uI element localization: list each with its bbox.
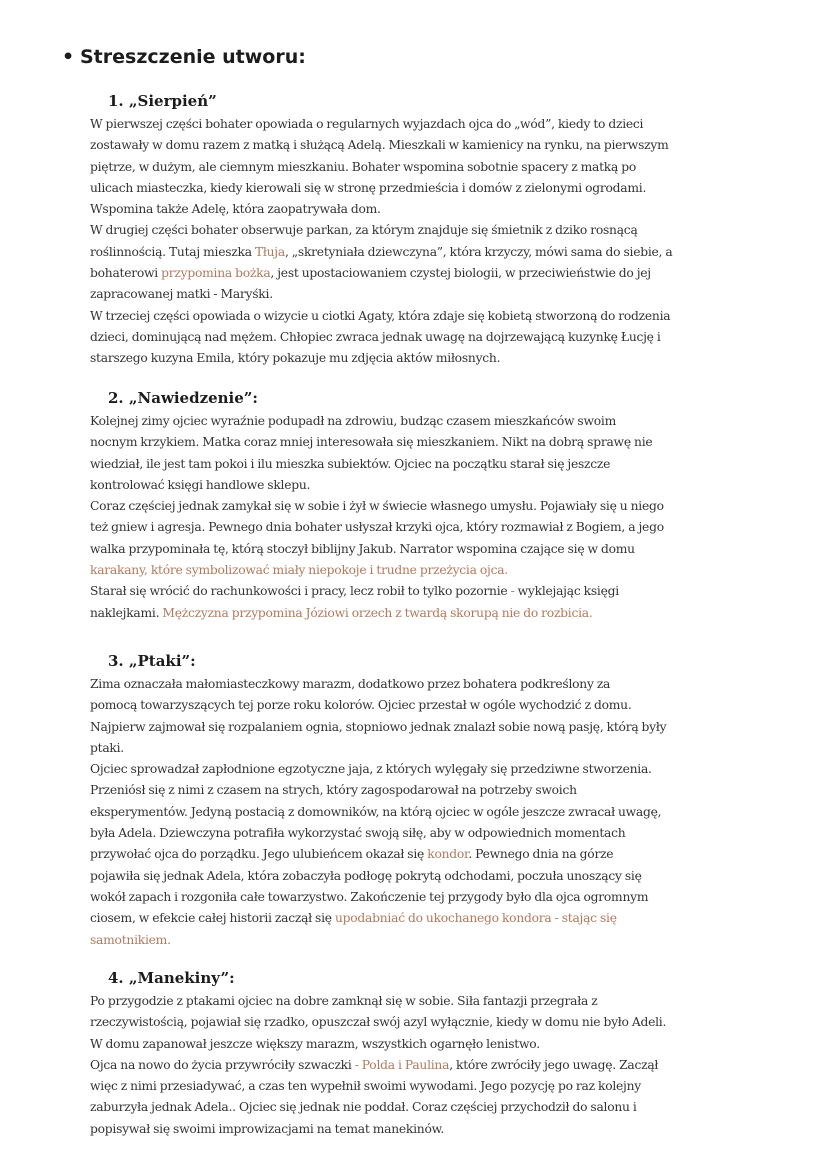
text-segment: W trzeciej części opowiada o wizycie u ciotki Agaty, która zdaje się kobietą stworzoną do rodzenia [90, 308, 671, 323]
section-paragraph [90, 991, 710, 1140]
text-segment: , jest upostaciowaniem czystej biologii, w przeciwieństwie do jej [270, 266, 651, 281]
text-line [90, 242, 710, 263]
highlighted-text: - Polda i Paulina [354, 1057, 450, 1072]
text-segment: Wspomina także Adelę, która zaopatrywała dom. [90, 202, 381, 217]
highlighted-text: upodabniać do ukochanego kondora - stając się [334, 911, 617, 926]
text-segment: Ojciec sprowadzał zapłodnione egzotyczne jaja, z których wylęgały się przedziwne stworzenia. [90, 762, 652, 777]
main-heading [62, 46, 306, 68]
text-segment: bohaterowi [90, 266, 162, 281]
text-line [90, 1055, 710, 1076]
text-line [90, 1119, 710, 1140]
highlighted-text: samotnikiem. [90, 932, 171, 947]
main-heading-text: Streszczenie utworu: [80, 46, 306, 68]
text-line [90, 306, 710, 327]
text-line [90, 759, 710, 780]
section-title: 2. „Nawiedzenie”: [108, 389, 258, 407]
bullet-icon: • [62, 46, 75, 68]
text-line [90, 411, 710, 432]
text-segment: dzieci, dominującą nad mężem. Chłopiec zwraca jednak uwagę na dojrzewającą kuzynkę Łucję i [90, 329, 661, 344]
text-line [90, 496, 710, 517]
text-segment: ulicach miasteczka, kiedy kierowali się w stronę przedmieścia i domów z zielonymi ogrodami. [90, 180, 647, 195]
text-segment: wiedział, ile jest tam pokoi i ilu mieszka subiektów. Ojciec na początku starał się jeszcze [90, 456, 611, 471]
text-segment: naklejkami. [90, 605, 163, 620]
text-segment: Po przygodzie z ptakami ojciec na dobre zamknął się w sobie. Siła fantazji przegrała z [90, 994, 598, 1008]
text-line [90, 178, 710, 199]
text-line [90, 802, 710, 823]
text-line [90, 157, 710, 178]
section-title: 1. „Sierpień” [108, 92, 217, 110]
section-sierpien [90, 88, 710, 370]
text-segment: , które zwróciły jego uwagę. Zaczął [449, 1057, 659, 1072]
text-line [90, 695, 710, 716]
text-segment: Najpierw zajmował się rozpalaniem ognia, stopniowo jednak znalazł sobie nową pasję, którą były [90, 719, 667, 734]
text-line [90, 454, 710, 475]
text-segment: piętrze, w dużym, ale ciemnym mieszkaniu. Bohater wspomina sobotnie spacery z matką po [90, 159, 637, 174]
highlighted-text: - [510, 584, 515, 599]
text-segment: kontrolować księgi handlowe sklepu. [90, 477, 311, 492]
section-manekiny [90, 965, 710, 1140]
text-line [90, 560, 710, 581]
text-line [90, 930, 710, 951]
text-line [90, 1012, 710, 1033]
text-line [90, 1034, 710, 1055]
text-line [90, 991, 710, 1012]
highlighted-text: Mężczyzna przypomina Józiowi orzech z twardą skorupą nie do rozbicia. [162, 605, 593, 620]
text-line [90, 908, 710, 929]
text-line [90, 1097, 710, 1118]
text-line [90, 517, 710, 538]
text-segment: popisywał się swoimi improwizacjami na temat manekinów. [90, 1121, 445, 1136]
text-line [90, 135, 710, 156]
text-segment: wyklejając księgi [514, 584, 619, 599]
text-line [90, 263, 710, 284]
text-segment: wokół zapach i rozgoniła całe towarzystwo. Zakończenie tej przygody było dla ojca ogromnym [90, 889, 649, 904]
section-ptaki [90, 648, 710, 951]
text-segment: Starał się wrócić do rachunkowości i pracy, lecz robił to tylko pozornie [90, 584, 511, 599]
text-line [90, 674, 710, 695]
text-line [90, 432, 710, 453]
text-line [90, 199, 710, 220]
text-segment: roślinnością. Tutaj mieszka [90, 244, 255, 259]
text-segment: starszego kuzyna Emila, który pokazuje mu zdjęcia aktów miłosnych. [90, 351, 501, 366]
text-line [90, 887, 710, 908]
text-segment: ciosem, w efekcie całej historii zaczął się [90, 911, 335, 926]
text-segment: . Pewnego dnia na górze [468, 847, 614, 862]
highlighted-text: kondor [427, 847, 469, 862]
section-paragraph [90, 114, 710, 370]
text-segment: pojawiła się jednak Adela, która zobaczyła podłogę pokrytą odchodami, poczuła unoszący się [90, 868, 642, 883]
text-segment: przywołać ojca do porządku. Jego ulubieńcem okazał się [90, 847, 428, 862]
text-segment: Zima oznaczała małomiasteczkowy marazm, dodatkowo przez bohatera podkreślony za [90, 677, 611, 691]
text-line [90, 327, 710, 348]
text-line [90, 581, 710, 602]
text-segment: rzeczywistością, pojawiał się rzadko, opuszczał swój azyl wyłącznie, kiedy w domu nie było Adeli. [90, 1015, 667, 1030]
text-segment: więc z nimi przesiadywać, a czas ten wypełnił swoimi wywodami. Jego pozycję po raz kolejny [90, 1079, 641, 1094]
text-segment: też gniew i agresja. Pewnego dnia bohater usłyszał krzyki ojca, który rozmawiał z Bogiem, a jego [90, 520, 664, 535]
text-line [90, 475, 710, 496]
text-segment: zaburzyła jednak Adela.. Ojciec się jednak nie poddał. Coraz częściej przychodził do salonu i [90, 1100, 637, 1115]
text-segment: ptaki. [90, 740, 124, 755]
text-segment: nocnym krzykiem. Matka coraz mniej interesowała się mieszkaniem. Nikt na dobrą sprawę nie [90, 435, 653, 450]
text-line [90, 738, 710, 759]
text-line [90, 603, 710, 624]
text-line [90, 220, 710, 241]
text-line [90, 866, 710, 887]
section-nawiedzenie [90, 385, 710, 624]
text-line [90, 348, 710, 369]
text-line [90, 1076, 710, 1097]
text-segment: Przeniósł się z nimi z czasem na strych, który zagospodarował na potrzeby swoich [90, 783, 577, 798]
section-paragraph [90, 674, 710, 951]
section-paragraph [90, 411, 710, 624]
text-segment: zapracowanej matki - Maryśki. [90, 287, 273, 302]
text-line [90, 284, 710, 305]
text-segment: Kolejnej zimy ojciec wyraźnie podupadł na zdrowiu, budząc czasem mieszkańców swoim [90, 414, 617, 428]
text-segment: Ojca na nowo do życia przywróciły szwaczki [90, 1057, 355, 1072]
highlighted-text: Tłuja [254, 244, 285, 259]
text-line [90, 539, 710, 560]
text-segment: W pierwszej części bohater opowiada o regularnych wyjazdach ojca do „wód”, kiedy to dzieci [90, 117, 644, 131]
section-title: 3. „Ptaki”: [108, 652, 196, 670]
text-segment: zostawały w domu razem z matką i służącą Adelą. Mieszkali w kamienicy na rynku, na pierwszym [90, 138, 669, 153]
text-line [90, 844, 710, 865]
text-line [90, 717, 710, 738]
text-segment: była Adela. Dziewczyna potrafiła wykorzystać swoją siłę, aby w odpowiednich momentach [90, 826, 626, 841]
text-segment: pomocą towarzyszących tej porze roku kolorów. Ojciec przestał w ogóle wychodzić z domu. [90, 698, 632, 713]
text-segment: W domu zapanował jeszcze większy marazm, wszystkich ogarnęło lenistwo. [90, 1036, 540, 1051]
section-title: 4. „Manekiny”: [108, 969, 235, 987]
text-segment: Coraz częściej jednak zamykał się w sobie i żył w świecie własnego umysłu. Pojawiały się u niego [90, 499, 664, 514]
text-segment: eksperymentów. Jedyną postacią z domowników, na którą ojciec w ogóle jeszcze zwracał uwagę, [90, 804, 662, 819]
text-segment: , „skretyniała dziewczyna”, która krzyczy, mówi sama do siebie, a [284, 244, 673, 259]
text-segment: W drugiej części bohater obserwuje parkan, za którym znajduje się śmietnik z dziko rosnącą [90, 223, 638, 238]
text-segment: walka przypominała tę, którą stoczył biblijny Jakub. Narrator wspomina czające się w domu [90, 541, 635, 556]
highlighted-text: przypomina bożka [161, 266, 271, 281]
text-line [90, 780, 710, 801]
text-line [90, 823, 710, 844]
text-line [90, 114, 710, 135]
highlighted-text: karakany, które symbolizować miały niepokoje i trudne przeżycia ojca. [90, 563, 508, 578]
